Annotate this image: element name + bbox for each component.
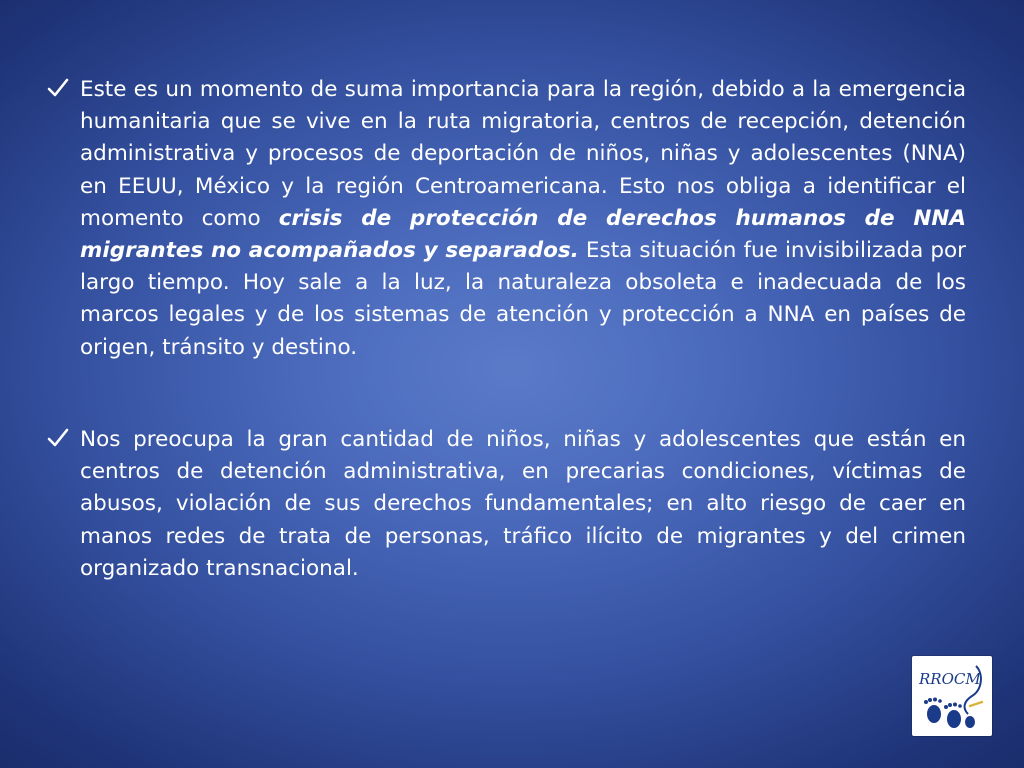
bullet-text-part: Esta situación fue invisibilizada por largo tiempo. Hoy sale a la luz, la naturaleza obsoleta e inadecuada de los marcos legales y de los sistemas de atención y protección a NNA en países de origen, tránsito y destino.: [80, 238, 966, 360]
bullet-text: Nos preocupa la gran cantidad de niños, niñas y adolescentes que están en centros de detención administrativa, en precarias condiciones, víctimas de abusos, violación de sus derechos fundamentales; en alto riesgo de caer en manos redes de trata de personas, tráfico ilícito de migrantes y del crimen organizado transnacional.: [80, 427, 966, 581]
bullet-text: [80, 74, 966, 364]
emphasis-text: crisis de protección de derechos humanos de NNA migrantes no acompañados y separados.: [80, 205, 966, 264]
check-icon: [46, 76, 70, 100]
bullet-text-part: Este es un momento de suma importancia para la región, debido a la emergencia humanitaria que se vive en la ruta migratoria, centros de recepción, detención administrativa y procesos de deportación de niños, niñas y adolescentes (NNA) en EEUU, México y la región Centroamericana. Esto nos obliga a identificar el momento como: [80, 77, 966, 231]
check-icon: [46, 426, 70, 450]
rrocm-logo: [912, 656, 992, 736]
bullet-item: [46, 424, 966, 585]
logo-text: RROCM: [919, 670, 981, 688]
bullet-item: [46, 74, 966, 364]
footprints-icon: [912, 656, 992, 736]
